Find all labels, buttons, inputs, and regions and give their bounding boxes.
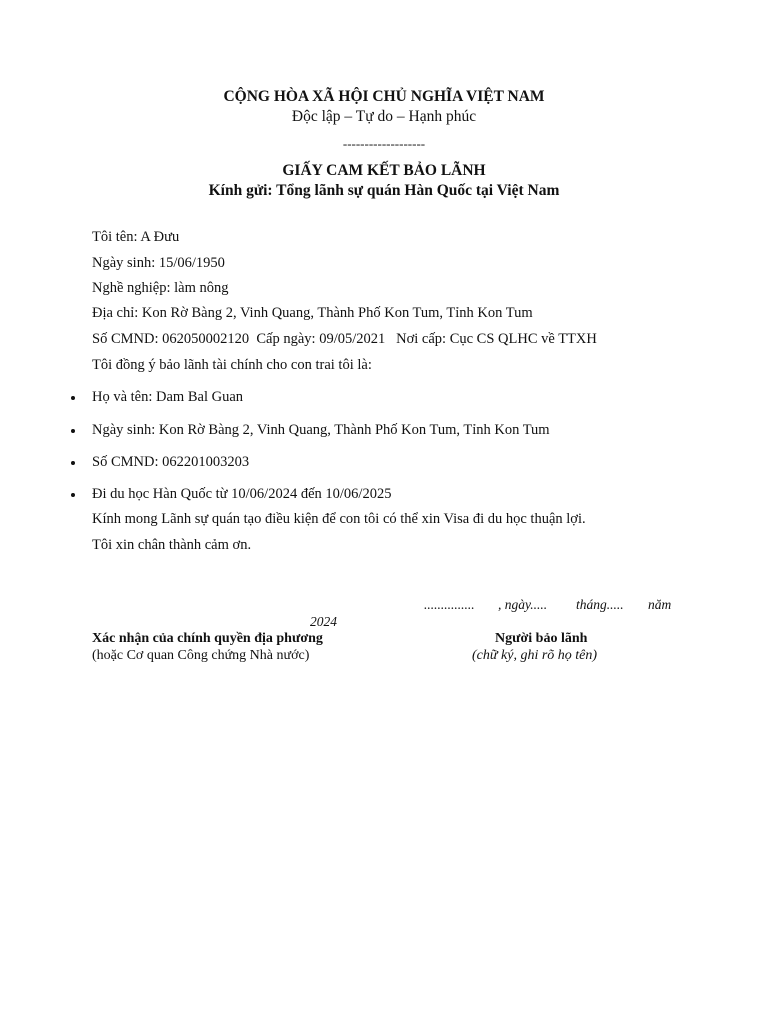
issue-date: 09/05/2021 [319,331,386,347]
motto: Độc lập – Tự do – Hạnh phúc [291,108,477,125]
id-number: 062050002120 [162,331,250,347]
student-name: Họ và tên: Dam Bal Guan [92,389,244,405]
divider: ------------------- [342,136,426,151]
guarantor-dob: Ngày sinh: 15/06/1950 [92,255,225,271]
request-text: Kính mong Lãnh sự quán tạo điều kiện để con tôi có thể xin Visa đi du học thuận lợi. [92,511,586,527]
local-authority-title: Xác nhận của chính quyền địa phương [92,631,323,646]
bullet-icon [71,493,75,497]
date-month: tháng..... [576,597,624,612]
country-heading: CỘNG HÒA XÃ HỘI CHỦ NGHĨA VIỆT NAM [223,88,545,105]
bullet-icon [71,461,75,465]
date-year: 2024 [310,614,337,629]
guarantor-occupation: Nghề nghiệp: làm nông [92,280,229,296]
id-label: Số CMND: [92,331,163,347]
notary-note: (hoặc Cơ quan Công chứng Nhà nước) [92,648,310,663]
study-period: Đi du học Hàn Quốc từ 10/06/2024 đến 10/06/2025 [92,486,392,502]
guarantor-name: Tôi tên: A Đưu [92,229,180,245]
guarantor-signature-title: Người bảo lãnh [495,631,588,646]
document-title: GIẤY CAM KẾT BẢO LÃNH [282,162,486,179]
student-id: Số CMND: 062201003203 [92,454,250,470]
date-day: , ngày..... [498,597,548,612]
student-dob: Ngày sinh: Kon Rờ Bàng 2, Vinh Quang, Thành Phố Kon Tum, Tỉnh Kon Tum [92,422,550,438]
bullet-icon [71,429,75,433]
issue-place: Cục CS QLHC về TTXH [449,331,597,347]
place-label: Nơi cấp: [396,331,450,347]
guarantor-id-line [92,331,597,348]
signature-instruction: (chữ ký, ghi rõ họ tên) [472,648,598,663]
issue-label: Cấp ngày: [256,331,320,347]
thanks-text: Tôi xin chân thành cảm ơn. [92,537,252,553]
date-year-label: năm [648,597,672,612]
bullet-icon [71,396,75,400]
date-place-dots: ............... [424,597,475,612]
agreement-text: Tôi đồng ý bảo lãnh tài chính cho con trai tôi là: [92,357,372,373]
guarantor-address: Địa chỉ: Kon Rờ Bàng 2, Vinh Quang, Thành Phố Kon Tum, Tỉnh Kon Tum [92,305,533,321]
addressee: Kính gửi: Tổng lãnh sự quán Hàn Quốc tại Việt Nam [208,182,560,199]
